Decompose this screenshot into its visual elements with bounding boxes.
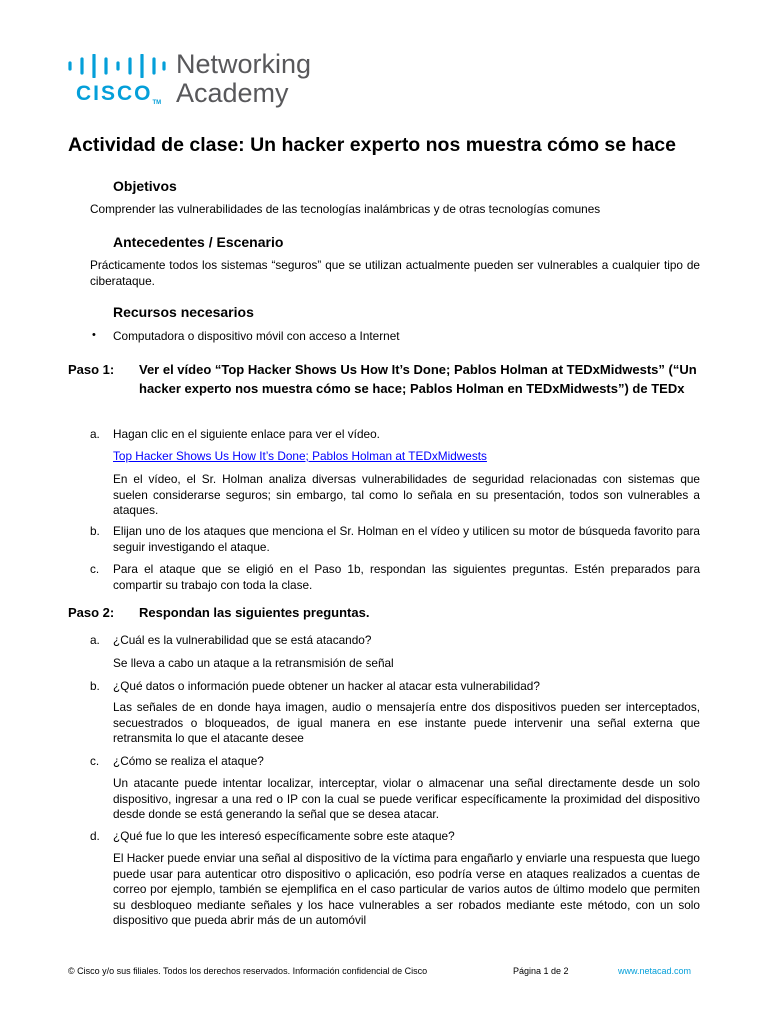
footer-url-link[interactable]: www.netacad.com bbox=[618, 966, 692, 976]
paso2-b-question: ¿Qué datos o información puede obtener un hacker al atacar esta vulnerabilidad? bbox=[113, 679, 540, 693]
paso1-c-text: Para el ataque que se eligió en el Paso 1b, respondan las siguientes preguntas. Estén preparados para compartir su trabajo con toda la clase. bbox=[113, 562, 700, 592]
paso2-a-label: a. bbox=[90, 633, 100, 647]
paso2-c-answer: Un atacante puede intentar localizar, interceptar, violar o almacenar una señal directamente desde un solo dispositivo, ingresar a una red o IP con la cual se puede verificar específicamente la proximidad del dispositivo desde donde se está generando la señal que se desea atacar. bbox=[113, 776, 700, 821]
cisco-bars-icon bbox=[68, 54, 166, 78]
bullet-icon: • bbox=[92, 329, 96, 341]
antecedentes-text: Prácticamente todos los sistemas “seguros” que se utilizan actualmente pueden ser vulnerables a cualquier tipo de ciberataque. bbox=[90, 258, 700, 288]
paso1-a-after: En el vídeo, el Sr. Holman analiza diversas vulnerabilidades de seguridad relacionadas con sistemas que suelen considerarse seguros; sin embargo, tal como lo señala en su presentación, todos son vulnerables a ataques. bbox=[113, 472, 700, 517]
paso2-a-answer: Se lleva a cabo un ataque a la retransmisión de señal bbox=[113, 656, 394, 670]
cisco-wordmark: CISCOTM bbox=[76, 82, 162, 106]
paso2-c-label: c. bbox=[90, 754, 100, 768]
paso2-b-answer: Las señales de en donde haya imagen, audio o mensajería entre dos dispositivos pueden ser interceptados, secuestrados o bloqueados, de igual manera en ese instante puede intervenir una señal externa que retransmita lo que el atacante desee bbox=[113, 700, 700, 745]
paso2-d-label: d. bbox=[90, 829, 100, 843]
paso2-label: Paso 2: bbox=[68, 605, 115, 620]
footer-copyright: © Cisco y/o sus filiales. Todos los derechos reservados. Información confidencial de Cisco bbox=[68, 966, 428, 976]
objetivos-heading: Objetivos bbox=[113, 178, 177, 194]
paso1-b-text: Elijan uno de los ataques que menciona el Sr. Holman en el vídeo y utilicen su motor de búsqueda favorito para seguir investigando el ataque. bbox=[113, 524, 700, 554]
academy-wordmark: Networking Academy bbox=[176, 49, 312, 108]
paso1-c-label: c. bbox=[90, 562, 100, 576]
paso1-label: Paso 1: bbox=[68, 362, 115, 377]
paso2-title: Respondan las siguientes preguntas. bbox=[139, 605, 370, 620]
paso1-title: Ver el vídeo “Top Hacker Shows Us How It’s Done; Pablos Holman at TEDxMidwests” (“Un hacker experto nos muestra cómo se hace; Pablos Holman en TEDxMidwests”) de TEDx bbox=[139, 362, 697, 396]
objetivos-text: Comprender las vulnerabilidades de las tecnologías inalámbricas y de otras tecnologías comunes bbox=[90, 202, 601, 216]
recursos-heading: Recursos necesarios bbox=[113, 304, 254, 320]
paso2-a-question: ¿Cuál es la vulnerabilidad que se está atacando? bbox=[113, 633, 372, 647]
paso2-c-question: ¿Cómo se realiza el ataque? bbox=[113, 754, 264, 768]
paso1-a-label: a. bbox=[90, 427, 100, 441]
video-link[interactable]: Top Hacker Shows Us How It’s Done; Pablos Holman at TEDxMidwests bbox=[113, 449, 487, 463]
paso1-a-text: Hagan clic en el siguiente enlace para ver el vídeo. bbox=[113, 427, 380, 441]
paso1-b-label: b. bbox=[90, 524, 100, 538]
paso2-b-label: b. bbox=[90, 679, 100, 693]
paso2-d-question: ¿Qué fue lo que les interesó específicamente sobre este ataque? bbox=[113, 829, 455, 843]
paso2-d-answer: El Hacker puede enviar una señal al dispositivo de la víctima para engañarlo y enviarle una respuesta que luego puede usar para autenticar otro dispositivo o aplicación, eso podría verse en ataques realizados a cuentas de correo por ejemplo, también se ejemplifica en el caso particular de varios autos de último modelo que permiten su desbloqueo mediante señales y los hace vulnerables a ser robados mediante este método, con un solo dispositivo que pueda abrir más de un automóvil bbox=[113, 851, 700, 927]
page-title: Actividad de clase: Un hacker experto nos muestra cómo se hace bbox=[68, 134, 676, 156]
antecedentes-heading: Antecedentes / Escenario bbox=[113, 234, 284, 250]
footer-page-number: Página 1 de 2 bbox=[513, 966, 569, 976]
recursos-item: Computadora o dispositivo móvil con acceso a Internet bbox=[113, 329, 400, 343]
